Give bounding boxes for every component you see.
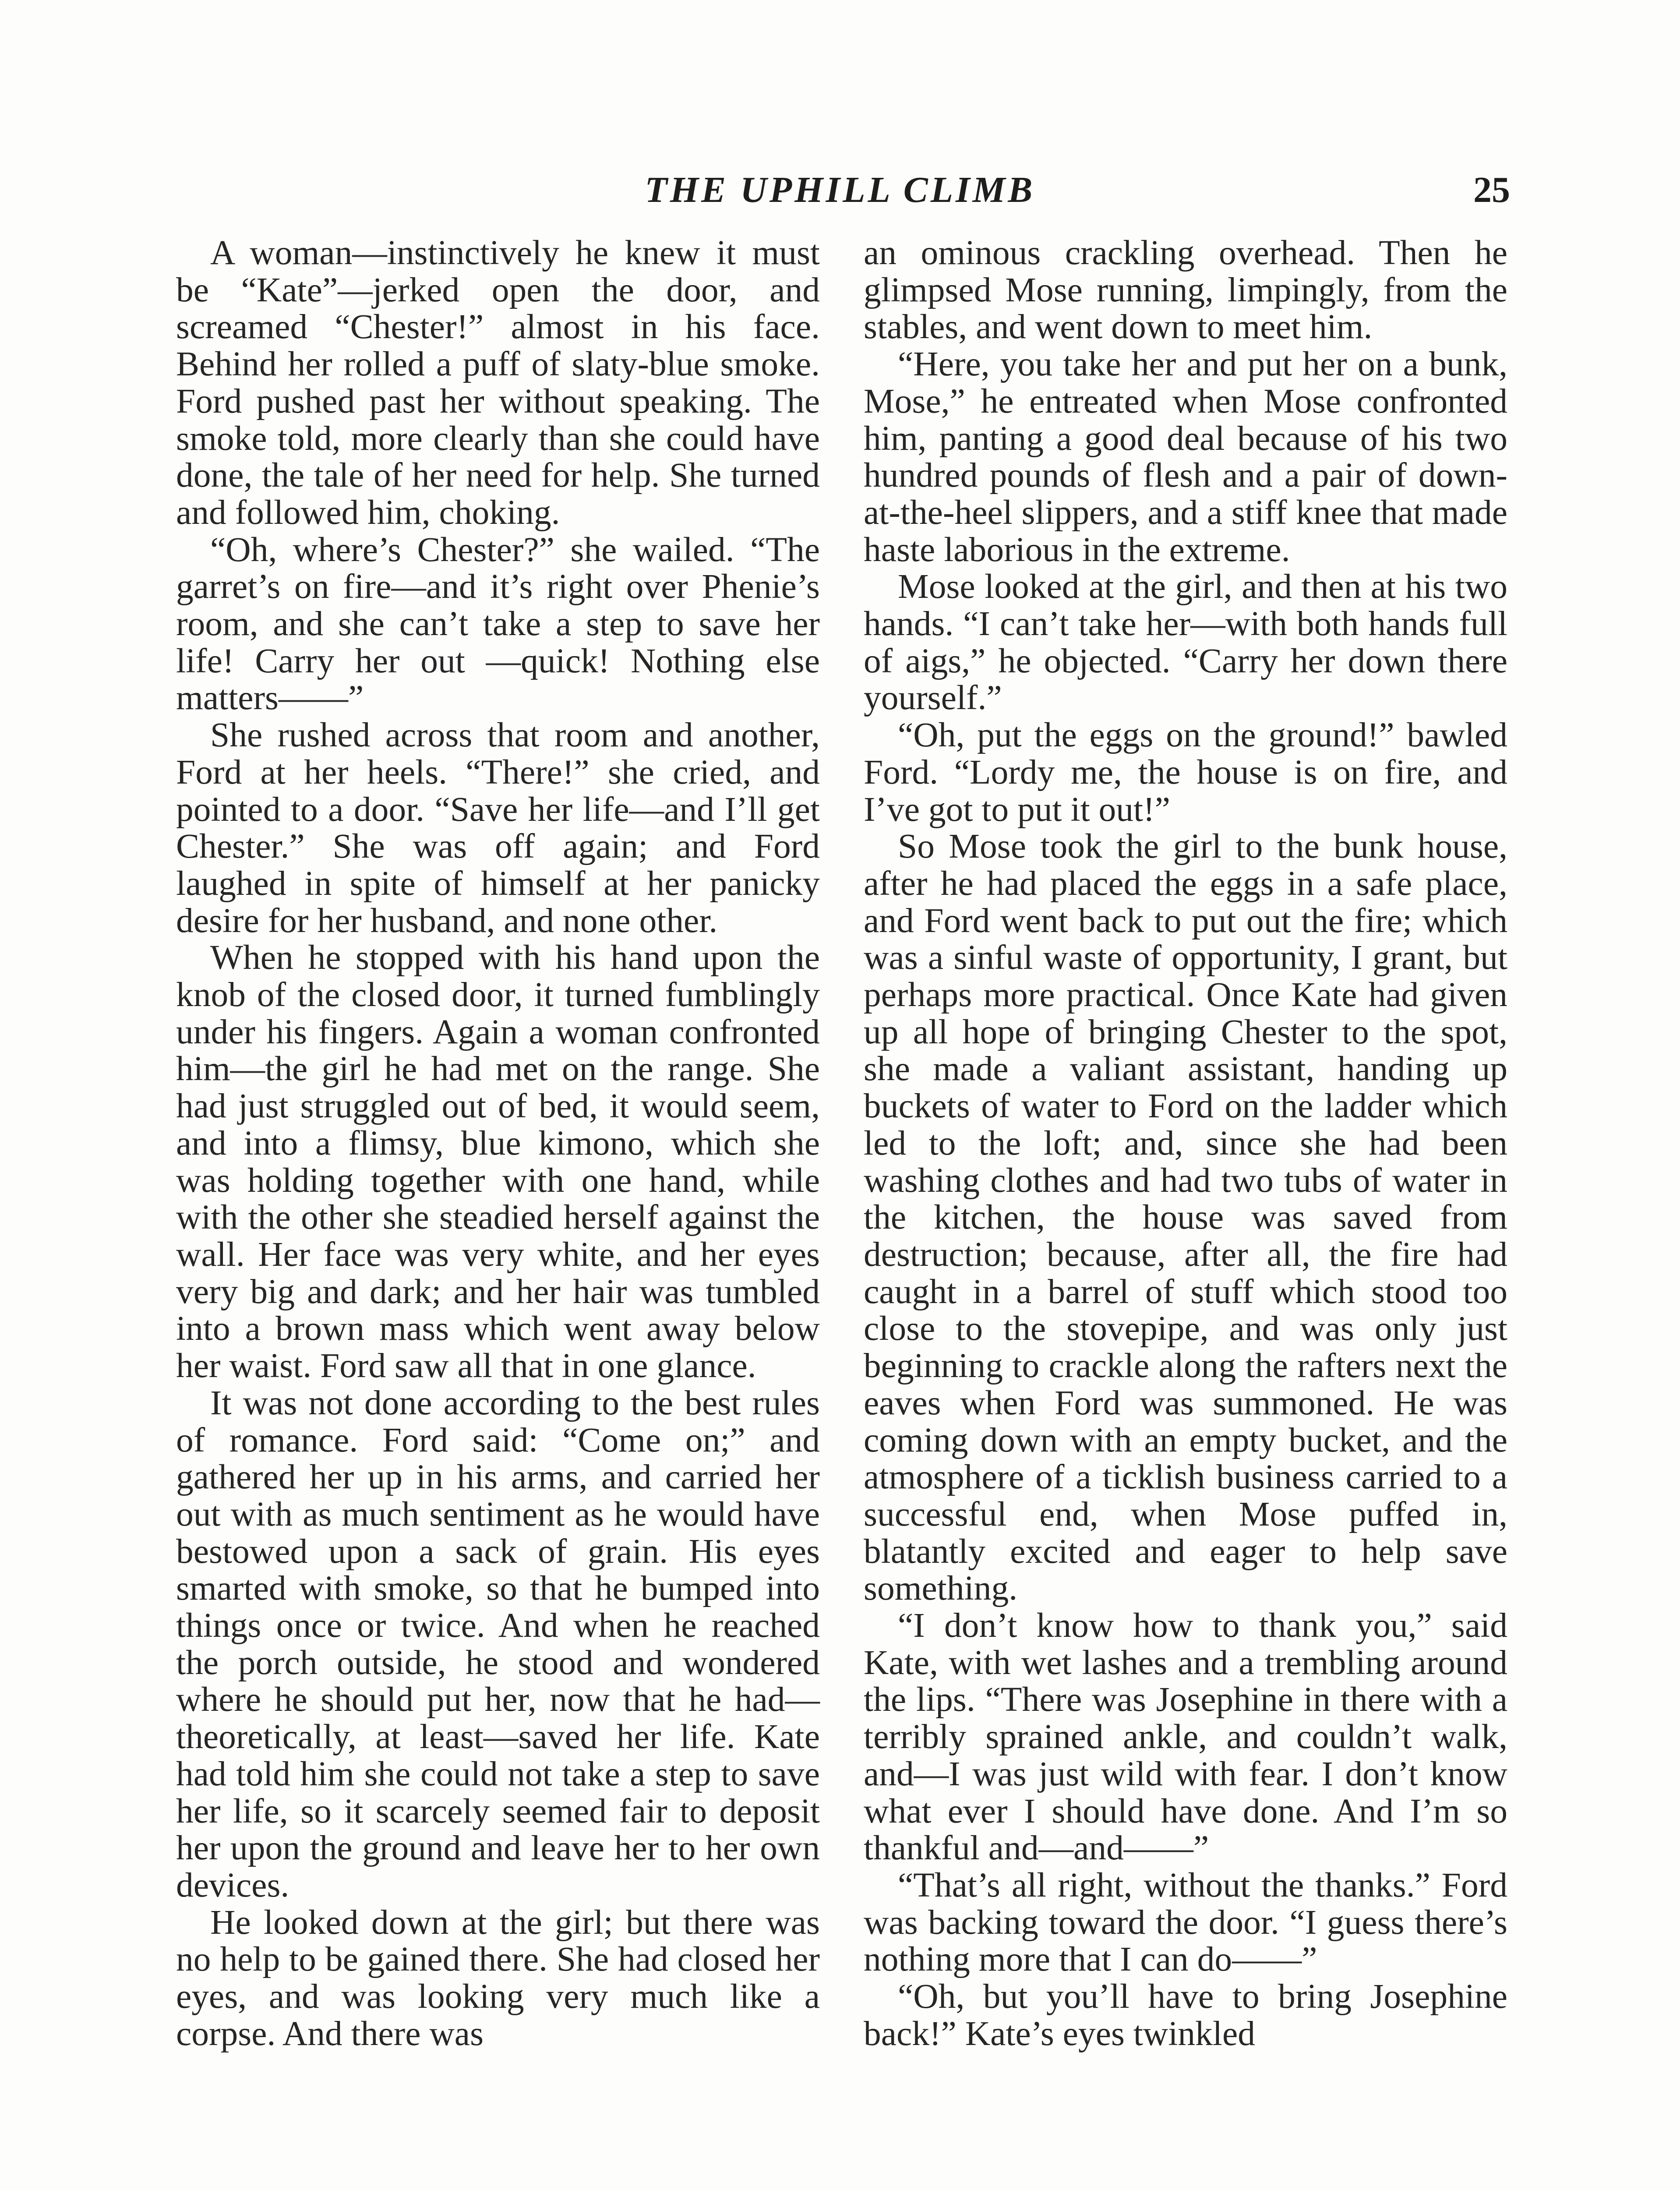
paragraph: A woman—instinctively he knew it must be “Kate”—jerked open the door, and screamed “Chester!” almost in his face. Behind her rolled a puff of slaty-blue smoke. Ford pushed past her without speaking. The smoke told, more clearly than she could have done, the tale of her need for help. She turned and followed him, choking. [176,233,820,532]
paragraph: He looked down at the girl; but there was no help to be gained there. She had closed her eyes, and was looking very much like a corpse. And there was [176,1903,820,2053]
text-column-right [864,234,1507,2052]
paragraph: “I don’t know how to thank you,” said Kate, with wet lashes and a trembling around the lips. “There was Josephine in there with a terribly sprained ankle, and couldn’t walk, and—I was just wild with fear. I don’t know what ever I should have done. And I’m so thankful and—and——” [864,1606,1507,1868]
paragraph-continued: an ominous crackling overhead. Then he glimpsed Mose running, limpingly, from the stables, and went down to meet him. [864,233,1507,346]
paragraph: “Oh, where’s Chester?” she wailed. “The garret’s on fire—and it’s right over Phenie’s room, and she can’t take a step to save her life! Carry her out —quick! Nothing else matters——” [176,530,820,717]
paragraph: It was not done according to the best rules of romance. Ford said: “Come on;” and gathered her up in his arms, and carried her out with as much sentiment as he would have bestowed upon a sack of grain. His eyes smarted with smoke, so that he bumped into things once or twice. And when he reached the porch outside, he stood and wondered where he should put her, now that he had—theoretically, at least—saved her life. Kate had told him she could not take a step to save her life, so it scarcely seemed fair to deposit her upon the ground and leave her to her own devices. [176,1383,820,1904]
paragraph: “Oh, but you’ll have to bring Josephine back!” Kate’s eyes twinkled [864,1977,1507,2053]
page-header [170,169,1510,217]
paragraph: “That’s all right, without the thanks.” Ford was backing toward the door. “I guess there’s nothing more that I can do——” [864,1865,1507,1979]
page-number: 25 [1473,170,1510,210]
paragraph: Mose looked at the girl, and then at his two hands. “I can’t take her—with both hands full of aigs,” he objected. “Carry her down there yourself.” [864,567,1507,717]
paragraph: So Mose took the girl to the bunk house, after he had placed the eggs in a safe place, and Ford went back to put out the fire; which was a sinful waste of opportunity, I grant, but perhaps more practical. Once Kate had given up all hope of bringing Chester to the spot, she made a valiant assistant, handing up buckets of water to Ford on the ladder which led to the loft; and, since she had been washing clothes and had two tubs of water in the kitchen, the house was saved from destruction; because, after all, the fire had caught in a barrel of stuff which stood too close to the stovepipe, and was only just beginning to crackle along the rafters next the eaves when Ford was summoned. He was coming down with an empty bucket, and the atmosphere of a ticklish business carried to a successful end, when Mose puffed in, blatantly excited and eager to help save something. [864,827,1507,1608]
paragraph: When he stopped with his hand upon the knob of the closed door, it turned fumblingly under his fingers. Again a woman confronted him—the girl he had met on the range. She had just struggled out of bed, it would seem, and into a flimsy, blue kimono, which she was holding together with one hand, while with the other she steadied herself against the wall. Her face was very white, and her eyes very big and dark; and her hair was tumbled into a brown mass which went away below her waist. Ford saw all that in one glance. [176,938,820,1385]
paragraph: “Here, you take her and put her on a bunk, Mose,” he entreated when Mose confronted him, panting a good deal because of his two hundred pounds of flesh and a pair of down-at-the-heel slippers, and a stiff knee that made haste laborious in the extreme. [864,345,1507,569]
running-title: THE UPHILL CLIMB [645,170,1035,210]
paragraph: “Oh, put the eggs on the ground!” bawled Ford. “Lordy me, the house is on fire, and I’ve got to put it out!” [864,716,1507,829]
text-column-left [176,234,820,2052]
paragraph: She rushed across that room and another, Ford at her heels. “There!” she cried, and pointed to a door. “Save her life—and I’ll get Chester.” She was off again; and Ford laughed in spite of himself at her panicky desire for her husband, and none other. [176,716,820,940]
